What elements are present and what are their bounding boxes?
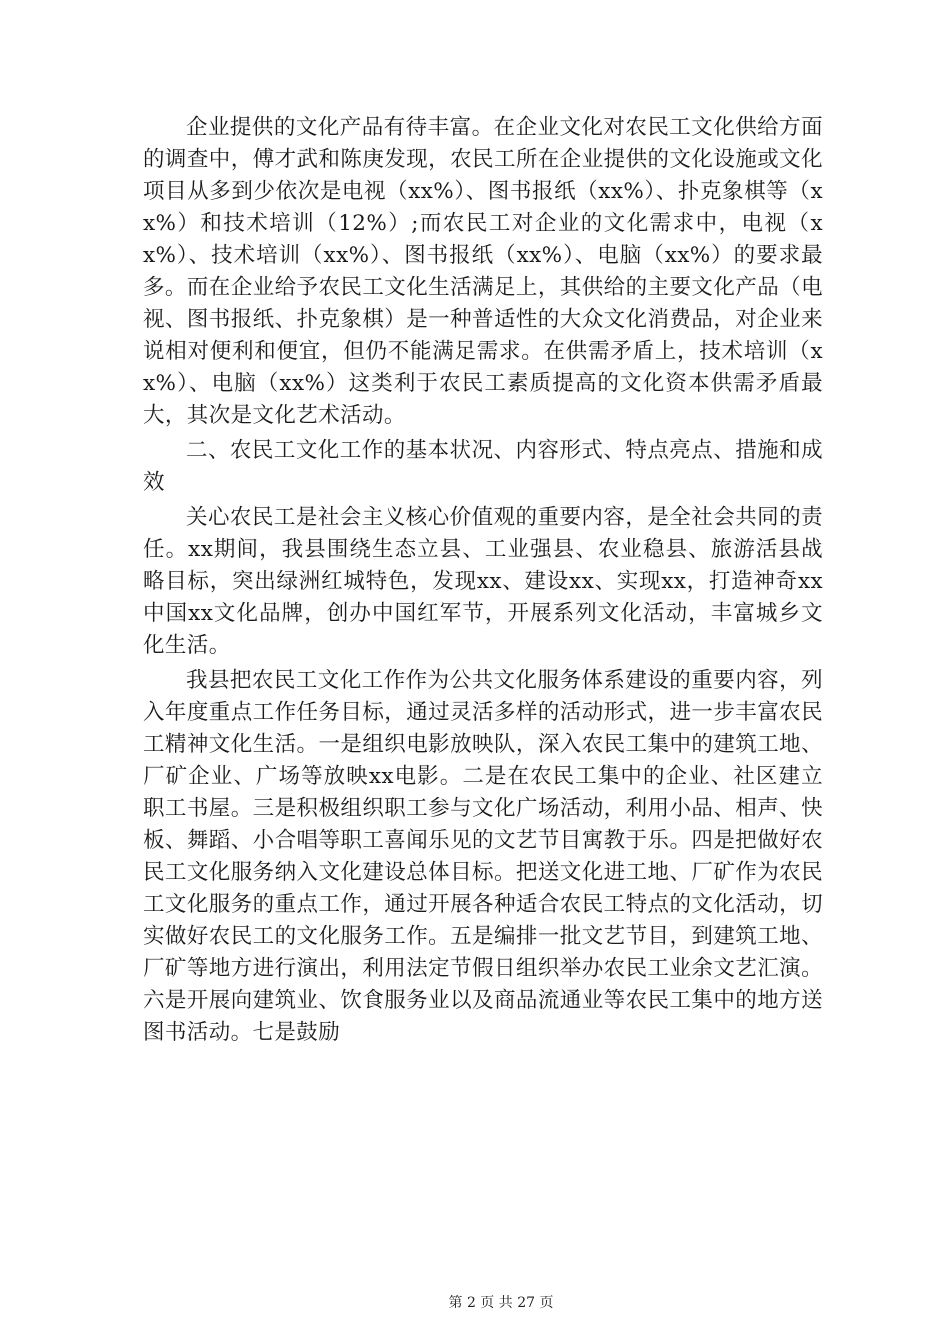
paragraph-county-measures: 我县把农民工文化工作作为公共文化服务体系建设的重要内容，列入年度重点工作任务目标，通过灵活多样的活动形式，进一步丰富农民工精神文化生活。一是组织电影放映队，深入农民工集中的建筑工地、厂矿企业、广场等放映xx电影。二是在农民工集中的企业、社区建立职工书屋。三是积极组织职工参与文化广场活动，利用小品、相声、快板、舞蹈、小合唱等职工喜闻乐见的文艺节目寓教于乐。四是把做好农民工文化服务纳入文化建设总体目标。把送文化进工地、厂矿作为农民工文化服务的重点工作，通过开展各种适合农民工特点的文化活动，切实做好农民工的文化服务工作。五是编排一批文艺节目，到建筑工地、厂矿等地方进行演出，利用法定节假日组织举办农民工业余文艺汇演。六是开展向建筑业、饮食服务业以及商品流通业等农民工集中的地方送图书活动。七是鼓励 <box>143 668 823 1045</box>
paragraph-caring-for-migrant-workers: 关心农民工是社会主义核心价值观的重要内容，是全社会共同的责任。xx期间，我县围绕生态立县、工业强县、农业稳县、旅游活县战略目标，突出绿洲红城特色，发现xx、建设xx、实现xx，打造神奇xx中国xx文化品牌，创办中国红军节，开展系列文化活动，丰富城乡文化生活。 <box>143 505 823 658</box>
section-heading-two: 二、农民工文化工作的基本状况、内容形式、特点亮点、措施和成效 <box>143 438 823 495</box>
page-number-footer: 第 2 页 共 27 页 <box>448 1295 554 1311</box>
document-body <box>143 112 823 1052</box>
paragraph-enterprise-culture-supply: 企业提供的文化产品有待丰富。在企业文化对农民工文化供给方面的调查中，傅才武和陈庚发现，农民工所在企业提供的文化设施或文化项目从多到少依次是电视（xx%）、图书报纸（xx%）、扑克象棋等（xx%）和技术培训（12%）;而农民工对企业的文化需求中，电视（xx%）、技术培训（xx%）、图书报纸（xx%）、电脑（xx%）的要求最多。而在企业给予农民工文化生活满足上，其供给的主要文化产品（电视、图书报纸、扑克象棋）是一种普适性的大众文化消费品，对企业来说相对便利和便宜，但仍不能满足需求。在供需矛盾上，技术培训（xx%）、电脑（xx%）这类利于农民工素质提高的文化资本供需矛盾最大，其次是文化艺术活动。 <box>143 115 823 428</box>
